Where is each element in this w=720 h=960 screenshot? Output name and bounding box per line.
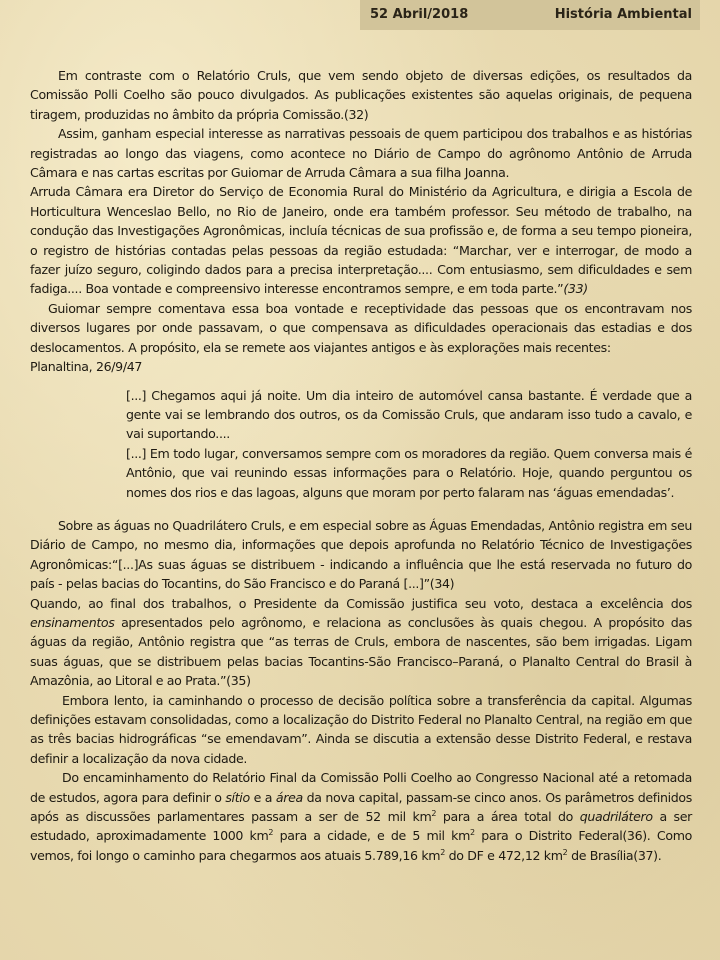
letter-place-date: Planaltina, 26/9/47: [30, 359, 143, 375]
superscript-2: 2: [470, 828, 475, 838]
emphasis-quadrilatero: quadrilátero: [579, 809, 653, 825]
superscript-2: 2: [562, 847, 568, 857]
quote-paragraph-2: [...] Em todo lugar, conversamos sempre com os moradores da região. Quem conversa mais é Antônio, que vai reunindo essas informações para o Relatório. Hoje, quando perguntou os nomes dos rios e das lagoas, alguns que moram por perto falaram nas ‘águas emendadas’.: [126, 445, 692, 500]
paragraph-9: [30, 768, 692, 865]
paragraph-9-text-h: do DF e 472,12 km: [444, 847, 563, 863]
paragraph-9-text-b: e a: [249, 789, 276, 805]
paragraph-9-text-e: a ser estudado, aproximadamente 1000 km: [30, 809, 692, 844]
paragraph-8: Embora lento, ia caminhando o processo de decisão política sobre a transferência da capital. Algumas definições estavam consolidadas, como a localização do Distrito Federal no Planalto Central, na região em que as três bacias hidrográficas “se emendavam”. Ainda se discutia a extensão desse Distrito Federal, e restava definir a localização da nova cidade.: [30, 692, 692, 766]
paragraph-1: Em contraste com o Relatório Cruls, que vem sendo objeto de diversas edições, os resultados da Comissão Polli Coelho são pouco divulgados. As publicações existentes são aquelas originais, de pequena tiragem, produzidas no âmbito da própria Comissão.(32): [30, 68, 692, 122]
paragraph-2: Assim, ganham especial interesse as narrativas pessoais de quem participou dos trabalhos e as histórias registradas ao longo das viagens, como acontece no Diário de Campo do agrônomo Antônio de Arruda Câmara e nas cartas escritas por Guiomar de Arruda Câmara a sua filha Joanna.: [30, 126, 692, 181]
paragraph-9-text-g: para o Distrito Federal(36). Como vemos, foi longo o caminho para chegarmos aos atuais 5.789,16 km: [30, 828, 692, 863]
superscript-2: 2: [268, 828, 274, 838]
page-number-date: 52 Abril/2018: [370, 7, 469, 22]
quote-paragraph-1: [...] Chegamos aqui já noite. Um dia inteiro de automóvel cansa bastante. É verdade que a gente vai se lembrando dos outros, os da Comissão Cruls, que andaram isso tudo a cavalo, e vai suportando....: [126, 387, 692, 442]
paragraph-9-text-a: Do encaminhamento do Relatório Final da Comissão Polli Coelho ao Congresso Nacional até a retomada de estudos, agora para definir o: [30, 770, 692, 805]
paragraph-3-text: Arruda Câmara era Diretor do Serviço de Economia Rural do Ministério da Agricultura, e dirigia a Escola de Horticultura Wenceslao Bello, no Rio de Janeiro, onde era também professor. Seu método de trabalho, na condução das Investigações Agronômicas, incluía técnicas de sua profissão e, de forma a seu tempo pioneira, o registro de histórias contadas pelas pessoas da região estudada: “Marchar, ver e interrogar, de modo a fazer juízo seguro, coligindo dados para a precisa interpretação.... Com entusiasmo, sem dificuldades e sem fadiga.... Boa vontade e compreensivo interesse encontramos sempre, e em toda parte.”: [30, 184, 692, 297]
article-body: [30, 66, 692, 865]
citation-33: (33): [563, 281, 588, 297]
emphasis-area: área: [275, 789, 303, 805]
paragraph-4: Guiomar sempre comentava essa boa vontade e receptividade das pessoas que os encontravam nos diversos lugares por onde passavam, o que compensava as dificuldades operacionais das estadias e dos deslocamentos. A propósito, ela se remete aos viajantes antigos e às explorações mais recentes:: [30, 300, 692, 355]
superscript-2: 2: [440, 847, 445, 857]
superscript-2: 2: [431, 808, 437, 818]
paragraph-7: [30, 594, 692, 691]
paragraph-7-text-a: Quando, ao final dos trabalhos, o Presidente da Comissão justifica seu voto, destaca a excelência dos: [30, 595, 692, 611]
paragraph-3: [30, 182, 692, 298]
section-title: História Ambiental: [554, 7, 692, 22]
paragraph-6: Sobre as águas no Quadrilátero Cruls, e em especial sobre as Águas Emendadas, Antônio registra em seu Diário de Campo, no mesmo dia, informações que depois aprofunda no Relatório Técnico de Investigações Agronômicas:“[...]As suas águas se distribuem - indicando a influência que lhe está reservada no futuro do país - pelas bacias do Tocantins, do São Francisco e do Paraná [...]”(34): [30, 517, 692, 592]
paragraph-9-text-c: da nova capital, passam-se cinco anos. Os parâmetros definidos após as discussões parlamentares passam a ser de 52 mil km: [30, 789, 692, 825]
paragraph-9-text-f: para a cidade, e de 5 mil km: [273, 828, 470, 844]
paragraph-7-text-b: apresentados pelo agrônomo, e relaciona as conclusões às quais chegou. A propósito das águas da região, Antônio registra que “as terras de Cruls, embora de nascentes, são bem irrigadas. Ligam suas águas, que se distribuem pelas bacias Tocantins-São Francisco–Paraná, o Planalto Central do Brasil à Amazônia, ao Litoral e ao Prata.”(35): [30, 614, 692, 689]
paragraph-9-text-d: para a área total do: [436, 809, 580, 825]
letter-quote: [126, 386, 692, 502]
emphasis-ensinamentos: ensinamentos: [30, 614, 115, 630]
page-header: [360, 0, 700, 30]
paragraph-9-text-i: de Brasília(37).: [567, 847, 662, 863]
emphasis-sitio: sítio: [225, 789, 250, 805]
